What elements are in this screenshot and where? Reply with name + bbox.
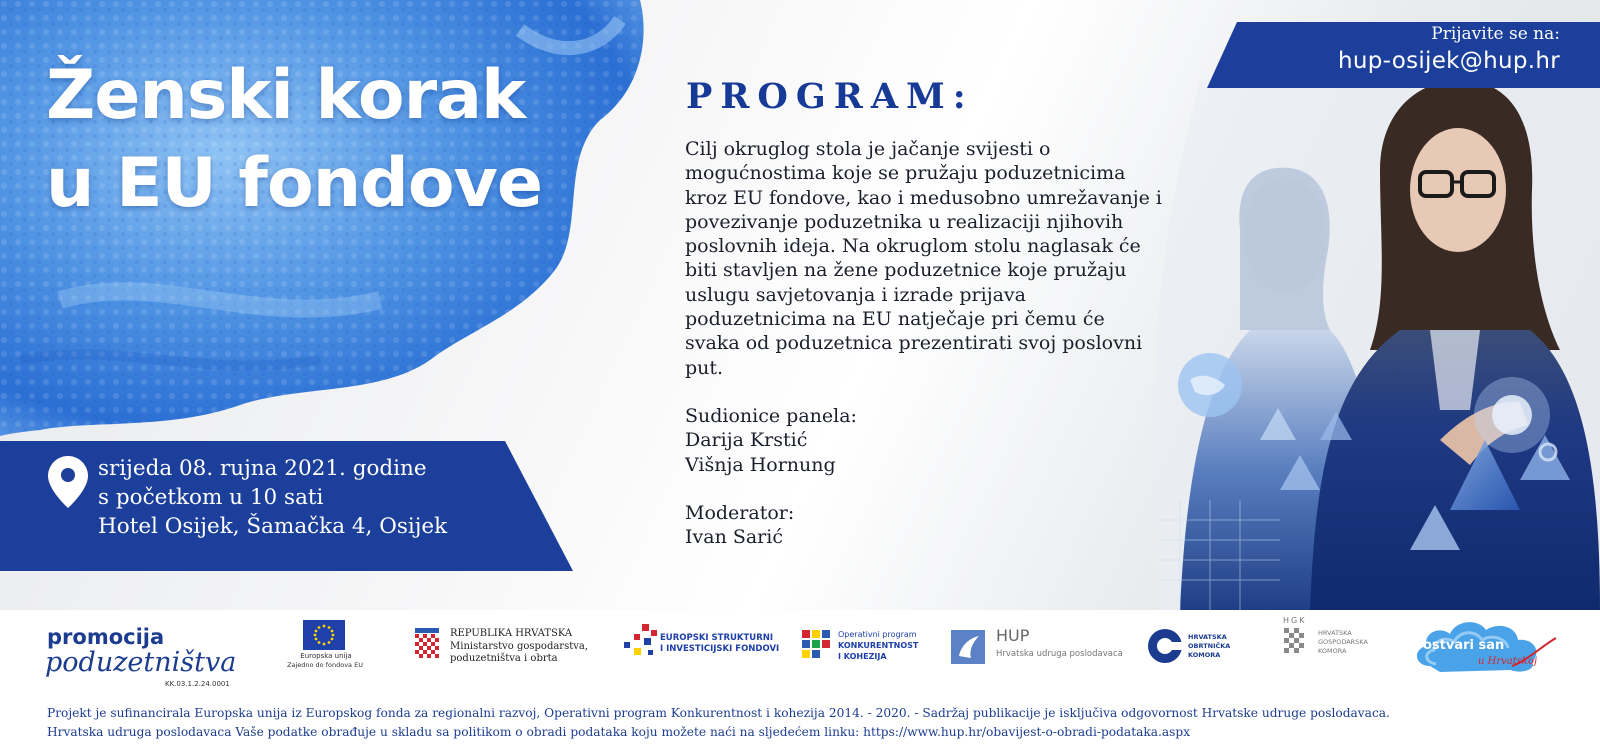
moderator-name: Ivan Sarić (685, 526, 783, 549)
hgk-line-2: GOSPODARSKA (1318, 638, 1368, 646)
eu-logo-line-1: Europska unija (300, 652, 352, 660)
hgk-line-1: HRVATSKA (1318, 629, 1352, 637)
hgk-abbr: HGK (1283, 616, 1307, 625)
hok-logo-icon (1147, 628, 1183, 664)
opkk-line-3: I KOHEZIJA (838, 652, 887, 661)
hup-name: HUP (996, 626, 1030, 645)
signup-email[interactable]: hup-osijek@hup.hr (1338, 48, 1560, 74)
event-date: srijeda 08. rujna 2021. godine (98, 456, 427, 481)
ostvari-san-line-1: ostvari san (1423, 638, 1505, 653)
signup-label: Prijavite se na: (1431, 24, 1560, 44)
panelist-2: Višnja Hornung (685, 453, 836, 476)
footer-disclaimer (47, 704, 1587, 742)
ministry-line-2: Ministarstvo gospodarstva, (450, 641, 589, 652)
hok-line-2: OBRTNIČKA (1188, 642, 1231, 650)
ministry-line-1: REPUBLIKA HRVATSKA (450, 628, 573, 639)
title-line-1: Ženski korak (46, 56, 526, 135)
esif-line-2: I INVESTICIJSKI FONDOVI (660, 644, 780, 654)
hgk-chequer-icon (1284, 628, 1306, 658)
event-title (46, 52, 542, 228)
event-time: s početkom u 10 sati (98, 485, 324, 510)
ostvari-san-line-2: u Hrvatskoj (1478, 656, 1538, 667)
hup-sub: Hrvatska udruga poslodavaca (996, 649, 1123, 659)
ministry-line-3: poduzetništva i obrta (450, 653, 558, 664)
businesswomen-illustration (1140, 80, 1600, 610)
project-code: KK.03.1.2.24.0001 (165, 680, 230, 688)
hup-logo-icon (951, 630, 985, 664)
footer-logos (0, 612, 1600, 697)
panelist-1: Darija Krstić (685, 429, 808, 452)
signup-box (1207, 22, 1600, 88)
panel-label: Sudionice panela: (685, 404, 857, 427)
esif-logo-icon (622, 624, 660, 662)
title-line-2: u EU fondove (46, 144, 542, 223)
location-pin-icon (48, 456, 88, 508)
promocija-label: promocija (47, 625, 165, 649)
program-heading: PROGRAM: (686, 76, 974, 117)
moderator-label: Moderator: (685, 501, 795, 524)
event-location: Hotel Osijek, Šamačka 4, Osijek (98, 514, 448, 539)
eu-logo-line-2: Zajedno do fondova EU (287, 661, 363, 669)
program-body (685, 137, 1165, 549)
disclaimer-line-1: Projekt je sufinancirala Europska unija iz Europskog fonda za regionalni razvoj, Operativni program Konkurentnost i kohezija 2014. - 2020. - Sadržaj publikacije je isključiva odgovornost Hrvatske udruge poslodavaca. (47, 706, 1390, 720)
hok-line-1: HRVATSKA (1188, 633, 1227, 641)
event-details (98, 454, 447, 541)
eu-flag-icon (303, 620, 345, 650)
opkk-line-2: KONKURENTNOST (838, 641, 919, 650)
opkk-line-1: Operativni program (838, 630, 917, 639)
hok-line-3: KOMORA (1188, 651, 1221, 659)
croatia-coat-of-arms-icon (415, 628, 439, 664)
hgk-line-3: KOMORA (1318, 647, 1347, 655)
poduzetnistva-label: poduzetništva (45, 647, 237, 678)
opkk-logo-icon (802, 630, 832, 660)
disclaimer-line-2[interactable]: Hrvatska udruga poslodavaca Vaše podatke obrađuje u skladu sa politikom o obradi podataka koju možete naći na sljedećem linku: https://www.hup.hr/obavijest-o-obradi-podataka.aspx (47, 725, 1191, 739)
esif-line-1: EUROPSKI STRUKTURNI (660, 633, 774, 643)
program-description: Cilj okruglog stola je jačanje svijesti o mogućnostima koje se pružaju poduzetnicima kroz EU fondove, kao i medusobno umrežavanje i povezivanje poduzetnika u realizaciji njihovih poslovnih ideja. Na okruglom stolu naglasak će biti stavljen na žene poduzetnice koje pružaju uslugu savjetovanja i izrade prijava poduzetnicima na EU natječaje pri čemu će svaka od poduzetnica prezentirati svoj poslovni put. (685, 138, 1163, 379)
